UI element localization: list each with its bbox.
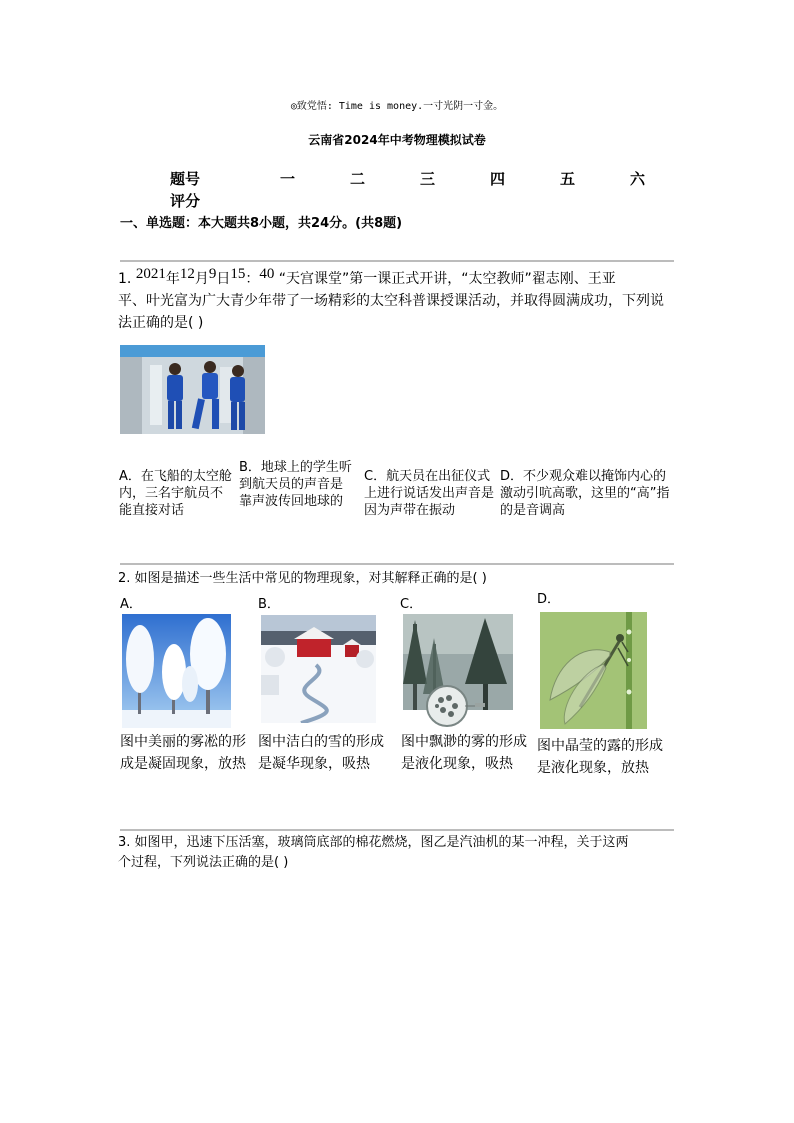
day-unit: 日 — [216, 271, 231, 287]
q1-option-b[interactable] — [239, 459, 354, 510]
year-value: 2021 — [135, 266, 166, 282]
time-colon: ： — [245, 271, 260, 287]
year-unit: 年 — [165, 271, 180, 287]
hour-value: 15 — [230, 266, 246, 282]
q1-option-c[interactable] — [364, 468, 494, 519]
score-col-5: 五 — [560, 170, 576, 188]
q2-option-c[interactable]: 图中飘渺的雾的形成是液化现象，吸热 — [401, 734, 527, 772]
score-col-3: 三 — [420, 170, 436, 188]
fog-forest-photo[interactable] — [403, 614, 513, 729]
question-1-line-1 — [118, 268, 616, 290]
q1-option-a[interactable] — [119, 468, 234, 519]
score-col-6: 六 — [630, 170, 646, 188]
q2-option-d[interactable]: 图中晶莹的露的形成是液化现象，放热 — [537, 738, 663, 776]
section-heading: 一、单选题：本大题共8小题，共24分。(共8题) — [120, 216, 403, 231]
month-unit: 月 — [194, 271, 209, 287]
month-value: 12 — [179, 266, 195, 282]
score-col-2: 二 — [350, 170, 366, 188]
option-text: 不少观众难以掩饰内心的激动引吭高歌，这里的“高”指的是音调高 — [500, 469, 670, 518]
q2-option-d-letter: D． — [537, 592, 561, 607]
question-1-line-3: 法正确的是( ) — [118, 315, 204, 331]
option-text: 在飞船的太空舱内，三名宇航员不能直接对话 — [119, 469, 232, 518]
option-text: 地球上的学生听到航天员的声音是靠声波传回地球的 — [239, 460, 352, 509]
option-letter: D． — [500, 469, 524, 484]
question-number: 1. — [118, 271, 132, 287]
score-col-4: 四 — [490, 170, 506, 188]
option-letter: B． — [239, 460, 261, 475]
exam-title: 云南省2024年中考物理模拟试卷 — [308, 133, 486, 147]
minute-value: 40 — [259, 266, 275, 282]
question-3-line-1: 3. 如图甲，迅速下压活塞，玻璃筒底部的棉花燃烧，图乙是汽油机的某一冲程，关于这两 — [118, 835, 629, 850]
question-3-line-2: 个过程，下列说法正确的是( ) — [118, 855, 289, 870]
score-table-score-label: 评分 — [170, 192, 201, 210]
divider — [120, 260, 674, 262]
q2-option-b-letter: B． — [258, 597, 280, 612]
option-letter: A． — [119, 469, 141, 484]
divider — [120, 563, 674, 565]
question-2-stem: 2. 如图是描述一些生活中常见的物理现象，对其解释正确的是( ) — [118, 571, 487, 586]
score-table-row-label: 题号 — [170, 170, 201, 188]
snow-house-photo[interactable] — [261, 615, 376, 723]
question-1-line-1-rest: “天宫课堂”第一课正式开讲，“太空教师”翟志刚、王亚 — [278, 271, 616, 287]
astronauts-photo — [120, 345, 265, 434]
divider — [120, 829, 674, 831]
option-text: 航天员在出征仪式上进行说话发出声音是因为声带在振动 — [364, 469, 495, 518]
q2-option-b[interactable]: 图中洁白的雪的形成是凝华现象，吸热 — [258, 734, 384, 772]
q2-option-c-letter: C． — [400, 597, 423, 612]
dew-dragonfly-photo[interactable] — [540, 612, 647, 729]
option-letter: C． — [364, 469, 387, 484]
rime-trees-photo[interactable] — [122, 614, 231, 728]
q2-option-a[interactable]: 图中美丽的雾凇的形成是凝固现象，放热 — [120, 734, 246, 772]
question-1-line-2: 平、叶光富为广大青少年带了一场精彩的太空科普课授课活动，并取得圆满成功，下列说 — [118, 293, 664, 309]
score-col-1: 一 — [280, 170, 296, 188]
day-value: 9 — [208, 266, 217, 282]
q1-option-d[interactable] — [500, 468, 672, 519]
q2-option-a-letter: A． — [120, 597, 142, 612]
motto-line: ◎致党悟: Time is money.一寸光阴一寸金。 — [290, 101, 504, 112]
